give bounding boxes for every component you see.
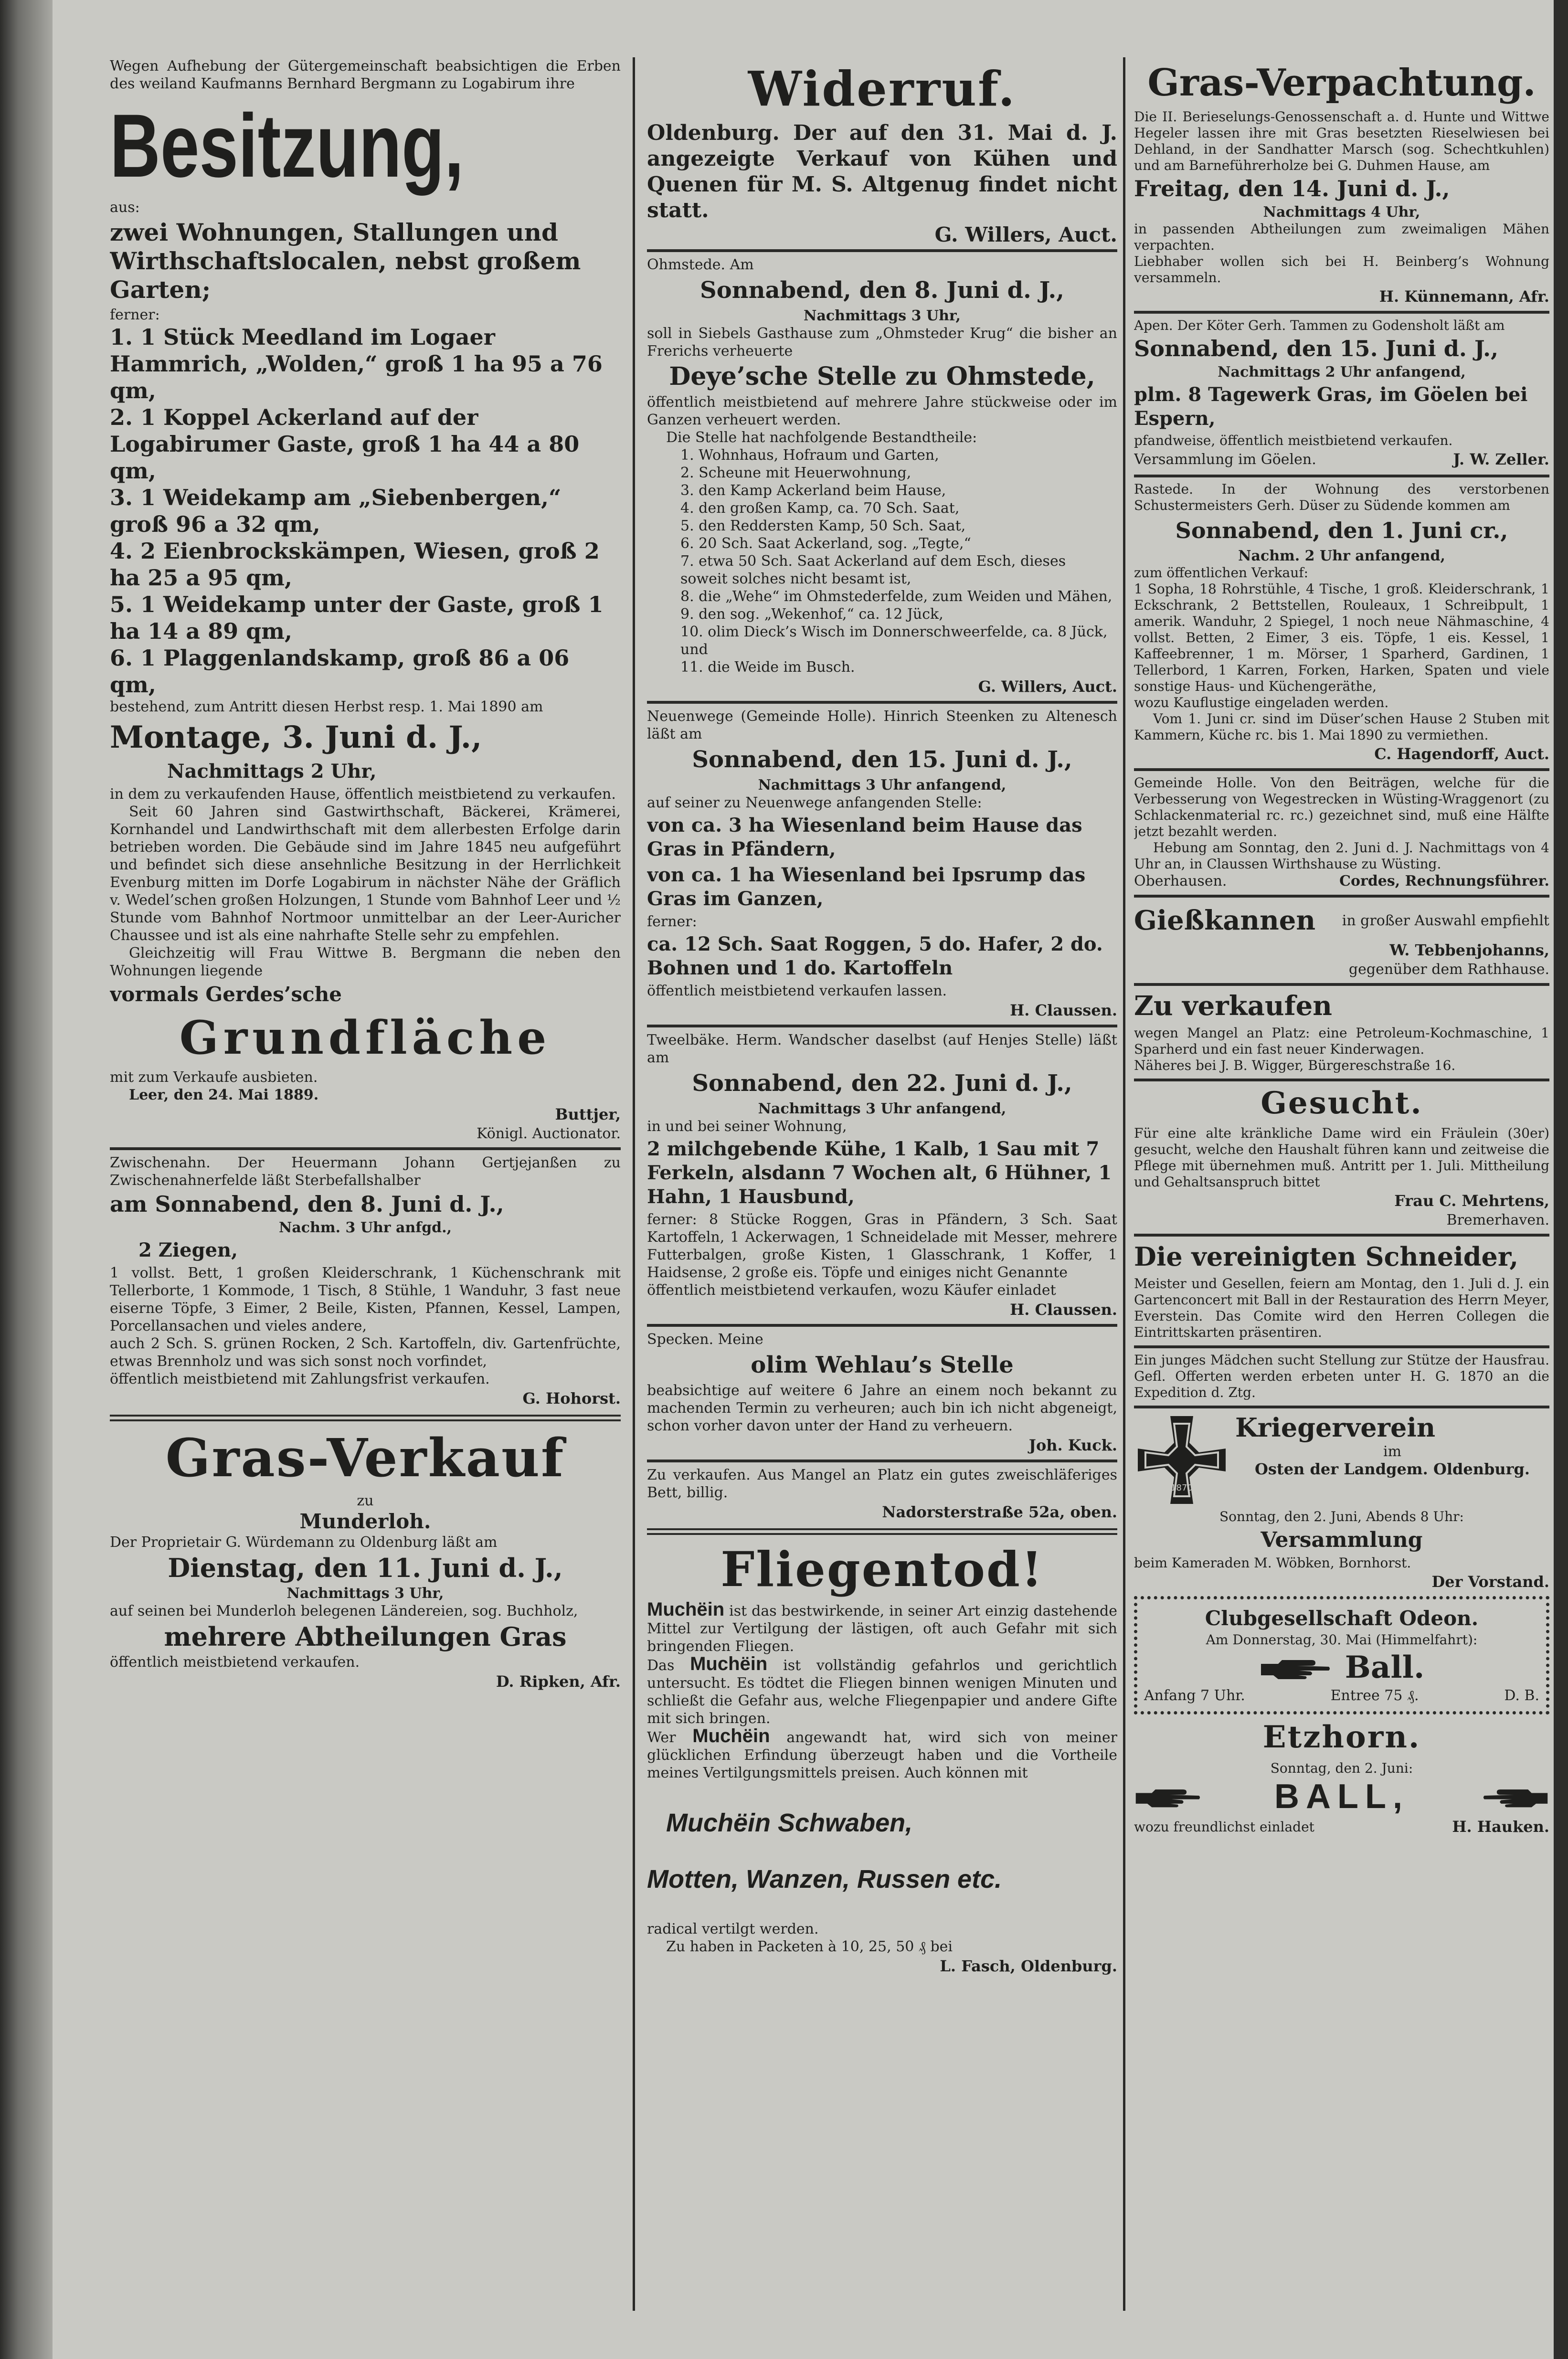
divider xyxy=(647,1324,1117,1327)
fliegentod-p2-lead: Das xyxy=(647,1657,675,1674)
divider xyxy=(1134,1079,1549,1081)
neuenwege-time: Nachmittags 3 Uhr anfangend, xyxy=(758,777,1006,793)
besitzung-item: 2. 1 Koppel Ackerland auf der Logabirumer Gaste, groß 1 ha 44 a 80 qm, xyxy=(110,404,580,484)
divider xyxy=(1134,895,1549,898)
ad-etzhorn xyxy=(1134,1719,1549,1837)
rastede-extra: Vom 1. Juni cr. sind im Düser’schen Hause 2 Stuben mit Kammern, Küche rc. bis 1. Mai 1890 zu vermiethen. xyxy=(1134,711,1549,743)
holle-sig: Cordes, Rechnungsführer. xyxy=(1339,873,1549,889)
zwischenahn-intro: Zwischenahn. Der Heuermann Johann Gertjejanßen zu Zwischenahnerfelde läßt Sterbefallshalber xyxy=(110,1154,621,1189)
etzhorn-sig: H. Hauken. xyxy=(1452,1818,1549,1836)
zwischenahn-goats: 2 Ziegen, xyxy=(138,1239,238,1261)
zwischenahn-sale: öffentlich meistbietend mit Zahlungsfrist verkaufen. xyxy=(110,1371,490,1387)
bett-addr: Nadorsterstraße 52a, oben. xyxy=(882,1503,1117,1521)
ad-apen xyxy=(1134,317,1549,470)
tweelbake-time: Nachmittags 3 Uhr anfangend, xyxy=(758,1100,1006,1117)
page-edge xyxy=(1554,0,1568,2359)
ad-besitzung xyxy=(110,57,621,1142)
specken-main: olim Wehlau’s Stelle xyxy=(751,1352,1014,1378)
zwischenahn-sig: G. Hohorst. xyxy=(522,1389,621,1407)
zwischenahn-date: am Sonnabend, den 8. Juni d. J., xyxy=(110,1191,504,1217)
apen-meet: Versammlung im Göelen. xyxy=(1134,451,1316,468)
grasverkauf-sig: D. Ripken, Afr. xyxy=(496,1672,621,1691)
apen-intro: Apen. Der Köter Gerh. Tammen zu Godensholt läßt am xyxy=(1134,317,1505,333)
ad-tweelbake xyxy=(647,1031,1117,1319)
divider xyxy=(1134,1234,1549,1237)
grasverpachtung-headline: Gras-Verpachtung. xyxy=(1147,61,1536,105)
gesucht-sig: Frau C. Mehrtens, xyxy=(1394,1192,1549,1210)
etzhorn-when: Sonntag, den 2. Juni: xyxy=(1270,1760,1413,1776)
ohmstede-list-item: 3. den Kamp Ackerland beim Hause, xyxy=(680,482,946,499)
besitzung-headline: Besitzung, xyxy=(110,95,464,196)
ad-odeon xyxy=(1134,1596,1549,1714)
besitzung-vormals: vormals Gerdes’sche xyxy=(110,983,342,1006)
ohmstede-main: Deye’sche Stelle zu Ohmstede, xyxy=(669,362,1095,391)
grasverkauf-zu: zu xyxy=(357,1492,374,1509)
column-3 xyxy=(1134,57,1549,2330)
muchein-brand: Muchëin xyxy=(690,1653,768,1674)
kriegerverein-main: Versammlung xyxy=(1261,1528,1423,1552)
schneider-headline: Die vereinigten Schneider, xyxy=(1134,1241,1519,1272)
grasverkauf-intro: Der Proprietair G. Würdemann zu Oldenburg läßt am xyxy=(110,1534,498,1551)
etzhorn-main: BALL, xyxy=(1274,1777,1409,1816)
ad-widerruf xyxy=(647,61,1117,244)
besitzung-item: 4. 2 Eienbrockskämpen, Wiesen, groß 2 ha 25 a 95 qm, xyxy=(110,538,600,591)
odeon-when: Am Donnerstag, 30. Mai (Himmelfahrt): xyxy=(1206,1632,1478,1648)
odeon-entry: Entree 75 ₰. xyxy=(1330,1687,1419,1704)
besitzung-sig: Buttjer, xyxy=(555,1105,621,1123)
kriegerverein-when: Sonntag, den 2. Juni, Abends 8 Uhr: xyxy=(1219,1509,1464,1524)
divider xyxy=(110,1147,621,1150)
neuenwege-line: von ca. 3 ha Wiesenland beim Hause das Gras in Pfändern, xyxy=(647,814,1082,860)
holle-place: Oberhausen. xyxy=(1134,873,1227,889)
neuenwege-ferner: ferner: xyxy=(647,913,697,930)
ad-rastede xyxy=(1134,481,1549,763)
divider xyxy=(647,1460,1117,1462)
ohmstede-parts: Die Stelle hat nachfolgende Bestandtheile: xyxy=(666,429,977,446)
schneider-text: Meister und Gesellen, feiern am Montag, den 1. Juli d. J. ein Gartenconcert mit Ball in der Restauration des Herrn Meyer, Everstein. Das Comite wird den Herren Collegen die Eintrittskarten präsentiren. xyxy=(1134,1276,1549,1340)
odeon-main: Ball. xyxy=(1345,1650,1425,1685)
fliegentod-sig: L. Fasch, Oldenburg. xyxy=(940,1957,1117,1975)
giesskannen-sig: W. Tebbenjohanns, xyxy=(1389,941,1549,959)
ad-schneider xyxy=(1134,1240,1549,1341)
neuenwege-where: auf seiner zu Neuenwege anfangenden Stelle: xyxy=(647,794,982,811)
tweelbake-intro: Tweelbäke. Herm. Wandscher daselbst (auf Henjes Stelle) läßt am xyxy=(647,1032,1117,1066)
besitzung-grundflaeche: Grundfläche xyxy=(179,1011,551,1065)
rastede-sig: C. Hagendorff, Auct. xyxy=(1374,745,1549,763)
ad-zu-verkaufen xyxy=(1134,990,1549,1074)
specken-sig: Joh. Kuck. xyxy=(1028,1436,1117,1454)
grasverpachtung-intro: Die II. Berieselungs-Genossenschaft a. d. Hunte und Wittwe Hegeler lassen ihre mit Gras besetzten Rieselwiesen bei Dehland, in der Sandhatter Marsch (sog. Schechtkuhlen) und am Barneführerholze bei G. Duhmen Hause, am xyxy=(1134,109,1549,173)
odeon-headline: Clubgesellschaft Odeon. xyxy=(1205,1607,1479,1630)
kriegerverein-where: beim Kameraden M. Wöbken, Bornhorst. xyxy=(1134,1555,1411,1571)
kriegerverein-im: im xyxy=(1383,1443,1402,1460)
apen-main: plm. 8 Tagewerk Gras, im Göelen bei Espern, xyxy=(1134,383,1528,430)
besitzung-main: zwei Wohnungen, Stallungen und Wirthschaftslocalen, nebst großem Garten; xyxy=(110,218,581,304)
tweelbake-sig: H. Claussen. xyxy=(1010,1301,1117,1319)
fliegentod-radical: radical vertilgt werden. xyxy=(647,1921,819,1937)
neuenwege-crops: ca. 12 Sch. Saat Roggen, 5 do. Hafer, 2 do. Bohnen und 1 do. Kartoffeln xyxy=(647,933,1103,979)
divider xyxy=(647,249,1117,252)
besitzung-date: Montage, 3. Juni d. J., xyxy=(110,719,482,755)
gesucht-text: Für eine alte kränkliche Dame wird ein Fräulein (30er) gesucht, welche den Haushalt führen kann und zeitweise die Pflege mit übernehmen muß. Antritt per 1. Juli. Mittheilung und Gehaltsanspruch bittet xyxy=(1134,1125,1549,1190)
ad-maedchen xyxy=(1134,1352,1549,1401)
ad-neuenwege xyxy=(647,708,1117,1020)
ohmstede-list-item: 9. den sog. „Wekenhof,“ ca. 12 Jück, xyxy=(680,606,943,623)
specken-text: beabsichtige auf weitere 6 Jahre an einem noch bekannt zu machenden Termin zu verheuren; auch bin ich nicht abgeneigt, schon vorher davon unter der Hand zu verheuern. xyxy=(647,1382,1117,1434)
divider xyxy=(647,1528,1117,1535)
pointing-hand-icon xyxy=(1134,1783,1201,1810)
besitzung-item: 5. 1 Weidekamp unter der Gaste, groß 1 ha 14 a 89 qm, xyxy=(110,592,604,644)
gesucht-place: Bremerhaven. xyxy=(1446,1212,1549,1228)
divider xyxy=(110,1415,621,1421)
ad-giesskannen xyxy=(1134,901,1549,978)
ohmstede-list-item: 4. den großen Kamp, ca. 70 Sch. Saat, xyxy=(680,500,960,517)
kriegerverein-headline: Kriegerverein xyxy=(1235,1412,1436,1443)
ad-gesucht xyxy=(1134,1085,1549,1229)
besitzung-item: 1. 1 Stück Meedland im Logaer Hammrich, „Wolden,“ groß 1 ha 95 a 76 qm, xyxy=(110,324,603,403)
ohmstede-list-item: 1. Wohnhaus, Hofraum und Garten, xyxy=(680,447,939,464)
ad-fliegentod xyxy=(647,1542,1117,1976)
zwischenahn-time: Nachm. 3 Uhr anfgd., xyxy=(278,1219,452,1236)
column-rule xyxy=(633,57,635,2311)
ad-bett xyxy=(647,1466,1117,1522)
zu-verkaufen-text: wegen Mangel an Platz: eine Petroleum-Kochmaschine, 1 Sparherd und ein fast neuer Kinderwagen. xyxy=(1134,1025,1549,1057)
besitzung-item: 6. 1 Plaggenlandskamp, groß 86 a 06 qm, xyxy=(110,645,570,698)
fliegentod-line1: Muchëin Schwaben, xyxy=(666,1809,913,1837)
rastede-intro: Rastede. In der Wohnung des verstorbenen Schustermeisters Gerh. Düser zu Südende kommen am xyxy=(1134,481,1549,513)
ohmstede-list-item: 7. etwa 50 Sch. Saat Ackerland auf dem Esch, dieses soweit solches nicht besamt ist, xyxy=(680,553,1066,587)
besitzung-widow: Gleichzeitig will Frau Wittwe B. Bergmann die neben den Wohnungen liegende xyxy=(110,945,621,979)
rastede-time: Nachm. 2 Uhr anfangend, xyxy=(1238,548,1445,564)
odeon-sig: D. B. xyxy=(1504,1687,1539,1704)
grasverpachtung-time: Nachmittags 4 Uhr, xyxy=(1263,204,1420,221)
ad-grasverkauf xyxy=(110,1428,621,1691)
divider xyxy=(647,701,1117,704)
fliegentod-headline: Fliegentod! xyxy=(720,1541,1044,1597)
besitzung-desc: Seit 60 Jahren sind Gastwirthschaft, Bäckerei, Krämerei, Kornhandel und Landwirthschaft mit dem allerbesten Erfolge darin betrieben worden. Die Gebäude sind im Jahre 1845 neu aufgeführt und befindet sich diese ansehnliche Besitzung in der Herrlichkeit Evenburg mitten im Dorfe Logabirum in nächster Nähe der Gräflich v. Wedel’schen großen Holzungen, 1 Stunde vom Bahnhof Leer und ½ Stunde vom Bahnhof Nortmoor unmittelbar an der Leer-Auricher Chaussee und ist als eine nahrhafte Stelle sehr zu empfehlen. xyxy=(110,804,621,944)
giesskannen-addr: gegenüber dem Rathhause. xyxy=(1348,961,1549,978)
muchein-brand: Muchëin xyxy=(692,1725,770,1746)
apen-time: Nachmittags 2 Uhr anfangend, xyxy=(1218,364,1466,381)
tweelbake-main: 2 milchgebende Kühe, 1 Kalb, 1 Sau mit 7 Ferkeln, alsdann 7 Wochen alt, 6 Hühner, 1 Hahn, 1 Hausbund, xyxy=(647,1138,1112,1208)
grasverpachtung-where: in passenden Abtheilungen zum zweimaligen Mähen verpachten. xyxy=(1134,221,1549,253)
kriegerverein-place: Osten der Landgem. Oldenburg. xyxy=(1255,1460,1530,1478)
ohmstede-where: soll in Siebels Gasthause zum „Ohmsteder Krug“ die bisher an Frerichs verheuerte xyxy=(647,325,1117,360)
divider xyxy=(1134,1406,1549,1408)
neuenwege-intro: Neuenwege (Gemeinde Holle). Hinrich Steenken zu Altenesch läßt am xyxy=(647,708,1117,742)
ad-zwischenahn xyxy=(110,1154,621,1408)
gesucht-headline: Gesucht. xyxy=(1261,1085,1423,1121)
grasverkauf-where: auf seinen bei Munderloh belegenen Ländereien, sog. Buchholz, xyxy=(110,1603,578,1619)
tweelbake-sale: öffentlich meistbietend verkaufen, wozu Käufer einladet xyxy=(647,1282,1056,1299)
grasverpachtung-sig: H. Künnemann, Afr. xyxy=(1379,287,1549,306)
fliegentod-p3-lead: Wer xyxy=(647,1729,676,1746)
ohmstede-sig: G. Willers, Auct. xyxy=(978,677,1117,696)
etzhorn-invite: wozu freundlichst einladet xyxy=(1134,1819,1314,1835)
bett-text: Zu verkaufen. Aus Mangel an Platz ein gutes zweischläferiges Bett, billig. xyxy=(647,1467,1117,1501)
ad-holle xyxy=(1134,775,1549,890)
tweelbake-where: in und bei seiner Wohnung, xyxy=(647,1118,847,1135)
odeon-start: Anfang 7 Uhr. xyxy=(1144,1687,1245,1704)
ohmstede-time: Nachmittags 3 Uhr, xyxy=(804,307,961,324)
apen-date: Sonnabend, den 15. Juni d. J., xyxy=(1134,336,1499,361)
etzhorn-headline: Etzhorn. xyxy=(1262,1719,1421,1755)
besitzung-time: Nachmittags 2 Uhr, xyxy=(167,760,377,783)
besitzung-item: 3. 1 Weidekamp am „Siebenbergen,“ groß 96 a 32 qm, xyxy=(110,485,562,537)
giesskannen-text: in großer Auswahl empfiehlt xyxy=(1342,912,1549,929)
ohmstede-list-item: 11. die Weide im Busch. xyxy=(680,659,855,676)
pointing-hand-icon xyxy=(1259,1653,1331,1682)
maedchen-text: Ein junges Mädchen sucht Stellung zur Stütze der Hausfrau. Gefl. Offerten werden erbeten unter H. G. 1870 an die Expedition d. Ztg. xyxy=(1134,1352,1549,1400)
tweelbake-ferner: ferner: 8 Stücke Roggen, Gras in Pfändern, 3 Sch. Saat Kartoffeln, 1 Ackerwagen, 1 Schneidelade mit Messer, mehrere Futterbalgen, große Kisten, 1 Glasschrank, 1 Koffer, 1 Haidsense, 2 große eis. Töpfe und einiges nicht Genannte xyxy=(647,1211,1117,1281)
grasverkauf-sale: öffentlich meistbietend verkaufen. xyxy=(110,1654,360,1671)
grasverkauf-headline: Gras-Verkauf xyxy=(165,1427,565,1489)
fliegentod-p3: angewandt hat, wird sich von meiner glücklichen Erfindung überzeugt haben und die Vortheile meines Vertilgungsmittels preisen. Auch können mit xyxy=(647,1729,1117,1781)
ad-grasverpachtung xyxy=(1134,61,1549,306)
zwischenahn-auch: auch 2 Sch. S. grünen Rocken, 2 Sch. Kartoffeln, div. Gartenfrüchte, etwas Brennholz und was sich sonst noch vorfindet, xyxy=(110,1335,621,1370)
divider xyxy=(1134,475,1549,477)
fliegentod-line2: Motten, Wanzen, Russen etc. xyxy=(647,1865,1002,1894)
widerruf-sig: G. Willers, Auct. xyxy=(934,223,1117,246)
apen-sig: J. W. Zeller. xyxy=(1453,450,1549,468)
widerruf-text: Oldenburg. Der auf den 31. Mai d. J. angezeigte Verkauf von Kühen und Quenen für M. S. Altgenug findet nicht statt. xyxy=(647,121,1117,222)
divider xyxy=(1134,1345,1549,1348)
fliegentod-p1: ist das bestwirkende, in seiner Art einzig dastehende Mittel zur Vertilgung der lästigen, oft auch Gefahr mit sich bringenden Fliegen. xyxy=(647,1603,1117,1655)
rastede-date: Sonnabend, den 1. Juni cr., xyxy=(1175,518,1508,543)
rastede-invite: wozu Kauflustige eingeladen werden. xyxy=(1134,695,1389,710)
besitzung-sale: in dem zu verkaufenden Hause, öffentlich meistbietend zu verkaufen. xyxy=(110,786,616,803)
iron-cross-icon xyxy=(1134,1412,1229,1508)
ohmstede-list-item: 5. den Reddersten Kamp, 50 Sch. Saat, xyxy=(680,518,966,534)
neuenwege-sig: H. Claussen. xyxy=(1010,1001,1117,1019)
ad-kriegerverein xyxy=(1134,1412,1549,1591)
besitzung-intro: Wegen Aufhebung der Gütergemeinschaft beabsichtigen die Erben des weiland Kaufmanns Bernhard Bergmann zu Logabirum ihre xyxy=(110,58,621,92)
besitzung-aus: aus: xyxy=(110,199,140,216)
grasverkauf-main: mehrere Abtheilungen Gras xyxy=(164,1621,567,1652)
rastede-where: zum öffentlichen Verkauf: xyxy=(1134,565,1309,581)
grasverkauf-time: Nachmittags 3 Uhr, xyxy=(286,1585,444,1602)
kriegerverein-sig: Der Vorstand. xyxy=(1431,1573,1549,1591)
holle-text: Gemeinde Holle. Von den Beiträgen, welche für die Verbesserung von Wegestrecken in Wüsting-Wraggenort (zu Schlackenmaterial rc. rc.) gezeichnet sind, muß eine Hälfte jetzt bezahlt werden. xyxy=(1134,775,1549,839)
ad-specken xyxy=(647,1331,1117,1455)
ohmstede-list-item: 6. 20 Sch. Saat Ackerland, sog. „Tegte,“ xyxy=(680,535,971,552)
neuenwege-line: von ca. 1 ha Wiesenland bei Ipsrump das Gras im Ganzen, xyxy=(647,864,1086,910)
fliegentod-haben: Zu haben in Packeten à 10, 25, 50 ₰ bei xyxy=(666,1938,953,1955)
ohmstede-list-item: 10. olim Dieck’s Wisch im Donnerschweerfelde, ca. 8 Jück, und xyxy=(680,624,1108,658)
ad-ohmstede xyxy=(647,256,1117,696)
neuenwege-sale: öffentlich meistbietend verkaufen lassen. xyxy=(647,983,947,999)
tweelbake-date: Sonnabend, den 22. Juni d. J., xyxy=(692,1070,1072,1097)
divider xyxy=(647,1025,1117,1027)
column-1 xyxy=(110,57,621,2330)
zu-verkaufen-headline: Zu verkaufen xyxy=(1134,990,1332,1022)
iron-cross-year: 1870 xyxy=(1171,1483,1193,1493)
apen-sale: pfandweise, öffentlich meistbietend verkaufen. xyxy=(1134,433,1453,448)
besitzung-sig-title: Königl. Auctionator. xyxy=(477,1125,621,1142)
divider xyxy=(1134,311,1549,314)
ohmstede-list-item: 8. die „Wehe“ im Ohmstederfelde, zum Weiden und Mähen, xyxy=(680,588,1112,605)
ohmstede-sale: öffentlich meistbietend auf mehrere Jahre stückweise oder im Ganzen verheuert werden. xyxy=(647,394,1117,428)
widerruf-headline: Widerruf. xyxy=(748,61,1017,117)
giesskannen-headline: Gießkannen xyxy=(1134,905,1316,936)
rastede-list: 1 Sopha, 18 Rohrstühle, 4 Tische, 1 groß. Kleiderschrank, 1 Eckschrank, 2 Bettstellen, Rouleaux, 1 Schreibpult, 1 amerik. Wanduhr, 2 Spiegel, 1 noch neue Nähmaschine, 4 vollst. Betten, 2 Eimer, 3 eis. Töpfe, 1 eis. Kessel, 1 Kaffeebrenner, 1 m. Mörser, 1 Sparherd, Gardinen, 1 Tellerbord, 1 Karren, Forken, Harken, Spaten und viele sonstige Haus- und Küchengeräthe, xyxy=(1134,581,1549,694)
ohmstede-date: Sonnabend, den 8. Juni d. J., xyxy=(700,277,1064,304)
ohmstede-intro: Ohmstede. Am xyxy=(647,256,754,273)
column-2 xyxy=(647,57,1117,2330)
besitzung-ferner: ferner: xyxy=(110,307,160,323)
fliegentod-p2: ist vollständig gefahrlos und gerichtlich untersucht. Es tödtet die Fliegen binnen wenigen Minuten und schließt die Gefahr aus, welche Fliegenpapier und andere Gifte mit sich bringen. xyxy=(647,1657,1117,1727)
divider xyxy=(1134,983,1549,986)
grasverkauf-date: Dienstag, den 11. Juni d. J., xyxy=(168,1553,563,1583)
divider xyxy=(1134,768,1549,771)
column-rule xyxy=(1123,57,1125,2311)
zwischenahn-list: 1 vollst. Bett, 1 großen Kleiderschrank, 1 Küchenschrank mit Tellerborte, 1 Kommode, 1 Tisch, 8 Stühle, 1 Wanduhr, 3 fast neue eiserne Töpfe, 3 Eimer, 2 Beile, Kisten, Pfannen, Kessel, Lampen, Porcellansachen und vieles andere, xyxy=(110,1265,621,1334)
muchein-brand: Muchëin xyxy=(647,1599,725,1620)
grasverpachtung-invite: Liebhaber wollen sich bei H. Beinberg’s Wohnung versammeln. xyxy=(1134,254,1549,286)
besitzung-place: Leer, den 24. Mai 1889. xyxy=(129,1087,319,1103)
besitzung-mit: mit zum Verkaufe ausbieten. xyxy=(110,1069,318,1086)
zu-verkaufen-addr: Näheres bei J. B. Wigger, Bürgereschstraße 16. xyxy=(1134,1058,1456,1073)
besitzung-antritt: bestehend, zum Antritt diesen Herbst resp. 1. Mai 1890 am xyxy=(110,698,543,715)
grasverkauf-place: Munderloh. xyxy=(299,1510,431,1533)
specken-intro: Specken. Meine xyxy=(647,1331,763,1348)
grasverpachtung-date: Freitag, den 14. Juni d. J., xyxy=(1134,176,1450,201)
holle-hebung: Hebung am Sonntag, den 2. Juni d. J. Nachmittags von 4 Uhr an, in Claussen Wirthshause zu Wüsting. xyxy=(1134,840,1549,872)
neuenwege-date: Sonnabend, den 15. Juni d. J., xyxy=(692,746,1072,773)
pointing-hand-icon xyxy=(1483,1783,1549,1810)
ohmstede-list-item: 2. Scheune mit Heuerwohnung, xyxy=(680,465,911,481)
book-binding xyxy=(0,0,53,2359)
